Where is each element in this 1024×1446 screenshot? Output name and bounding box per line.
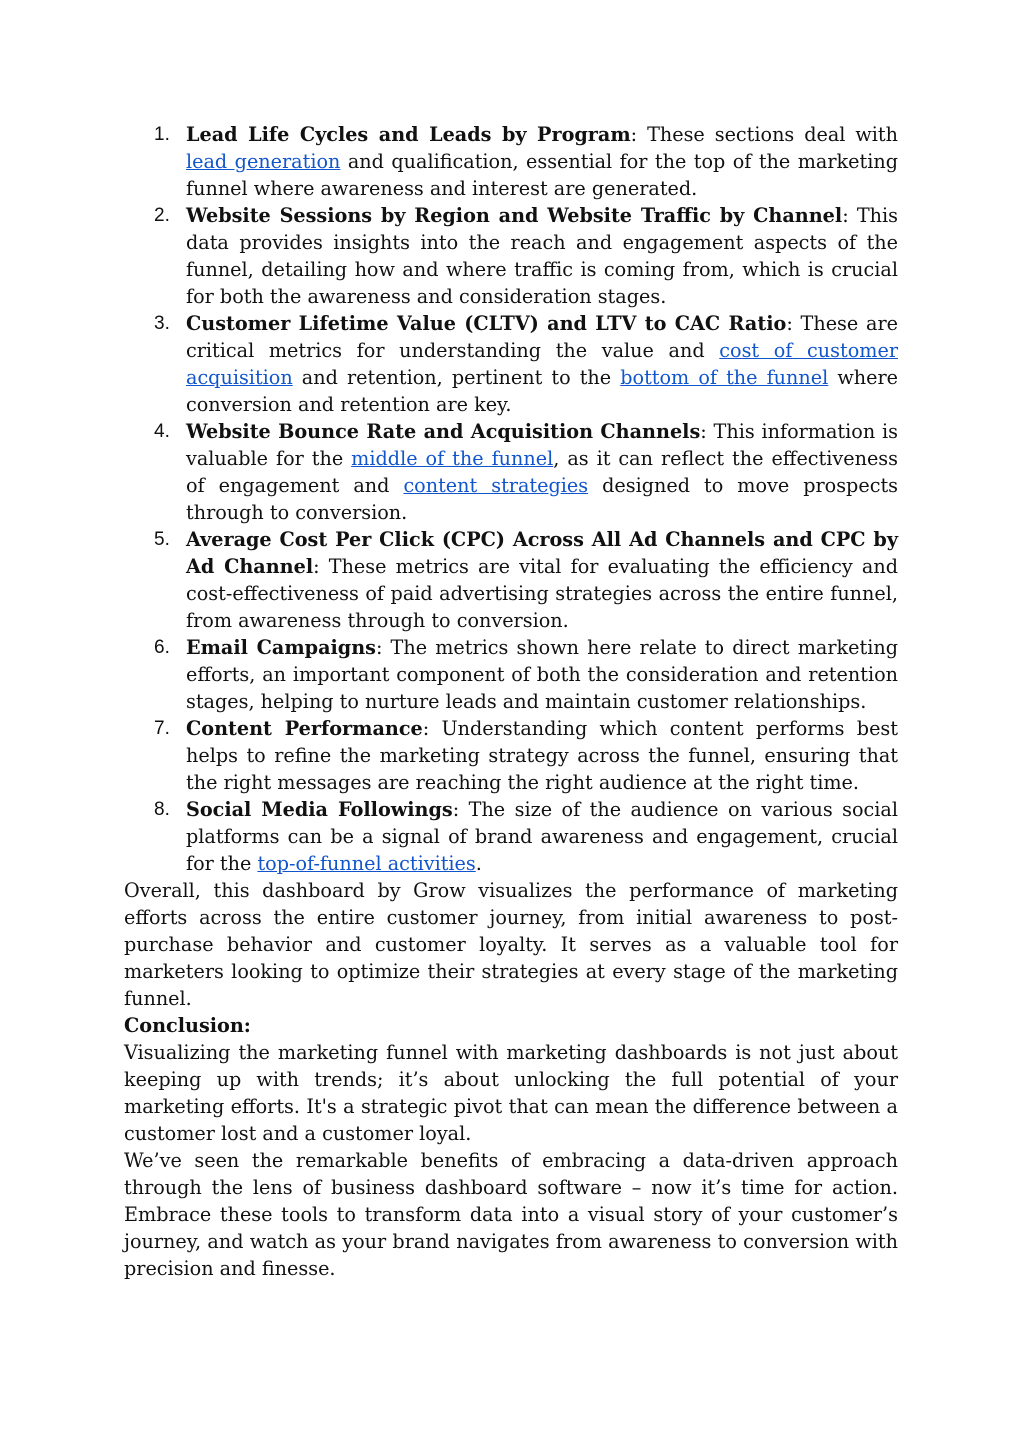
list-item-title: Website Bounce Rate and Acquisition Channels — [186, 420, 701, 443]
content-strategies-link[interactable]: content strategies — [403, 474, 589, 497]
bottom-of-funnel-link[interactable]: bottom of the funnel — [620, 366, 829, 389]
list-item — [124, 202, 898, 310]
list-number: 2. — [154, 205, 170, 226]
list-item-title: Email Campaigns — [186, 636, 376, 659]
list-number: 5. — [154, 529, 170, 550]
list-item-text: designed to move prospects through to conversion. — [186, 474, 898, 524]
list-item — [124, 418, 898, 526]
list-item — [124, 715, 898, 796]
list-item — [124, 526, 898, 634]
list-item — [124, 634, 898, 715]
list-item — [124, 310, 898, 418]
conclusion-paragraph: Visualizing the marketing funnel with marketing dashboards is not just about keeping up with trends; it’s about unlocking the full potential of your marketing efforts. It's a strategic pivot that can mean the difference between a customer lost and a customer loyal. — [124, 1041, 898, 1145]
call-to-action-paragraph: We’ve seen the remarkable benefits of embracing a data-driven approach through the lens of business dashboard software – now it’s time for action. Embrace these tools to transform data into a visual story of your customer’s journey, and watch as your brand navigates from awareness to conversion with precision and finesse. — [124, 1149, 898, 1280]
list-item-text: : The metrics shown here relate to direct marketing efforts, an important component of both the consideration and retention stages, helping to nurture leads and maintain customer relationships. — [186, 636, 898, 713]
overall-paragraph: Overall, this dashboard by Grow visualizes the performance of marketing efforts across the entire customer journey, from initial awareness to post-purchase behavior and customer loyalty. It serves as a valuable tool for marketers looking to optimize their strategies at every stage of the marketing funnel. — [124, 879, 898, 1010]
list-item-title: Social Media Followings — [186, 798, 453, 821]
lead-generation-link[interactable]: lead generation — [186, 150, 341, 173]
document-page — [124, 121, 898, 1282]
list-number: 1. — [154, 124, 170, 145]
customer-acquisition-link[interactable]: cost of customer acquisition — [186, 339, 898, 389]
list-number: 3. — [154, 313, 170, 334]
dashboard-features-list — [124, 121, 898, 877]
list-item-text: : These sections deal with — [630, 123, 898, 146]
list-item-text: : This information is valuable for the — [186, 420, 898, 470]
list-item-text: and retention, pertinent to the — [292, 366, 621, 389]
list-item-text: , as it can reflect the effectiveness of engagement and — [186, 447, 898, 497]
list-item-text: and qualification, essential for the top of the marketing funnel where awareness and interest are generated. — [186, 150, 898, 200]
list-item-title: Customer Lifetime Value (CLTV) and LTV to CAC Ratio — [186, 312, 787, 335]
middle-of-funnel-link[interactable]: middle of the funnel — [351, 447, 554, 470]
list-item — [124, 121, 898, 202]
conclusion-heading: Conclusion: — [124, 1014, 251, 1037]
list-item-title: Average Cost Per Click (CPC) Across All Ad Channels and CPC by Ad Channel — [186, 528, 898, 578]
list-item-text: : This data provides insights into the reach and engagement aspects of the funnel, detailing how and where traffic is coming from, which is crucial for both the awareness and consideration stages. — [186, 204, 899, 308]
list-item — [124, 796, 898, 877]
list-item-text: : These are critical metrics for understanding the value and — [186, 312, 899, 362]
list-item-text: : The size of the audience on various social platforms can be a signal of brand awareness and engagement, crucial for the — [186, 798, 899, 875]
list-number: 6. — [154, 637, 170, 658]
list-item-text: : Understanding which content performs best helps to refine the marketing strategy across the funnel, ensuring that the right messages are reaching the right audience at the right time. — [186, 717, 898, 794]
list-item-text: . — [475, 852, 482, 875]
list-item-text: : These metrics are vital for evaluating the efficiency and cost-effectiveness of paid advertising strategies across the entire funnel, from awareness through to conversion. — [186, 555, 898, 632]
list-number: 7. — [154, 718, 170, 739]
list-item-title: Content Performance — [186, 717, 423, 740]
list-number: 4. — [154, 421, 170, 442]
list-item-text: where conversion and retention are key. — [186, 366, 899, 416]
list-number: 8. — [154, 799, 170, 820]
top-of-funnel-link[interactable]: top-of-funnel activities — [257, 852, 476, 875]
list-item-title: Website Sessions by Region and Website Traffic by Channel — [186, 204, 843, 227]
list-item-title: Lead Life Cycles and Leads by Program — [186, 123, 631, 146]
